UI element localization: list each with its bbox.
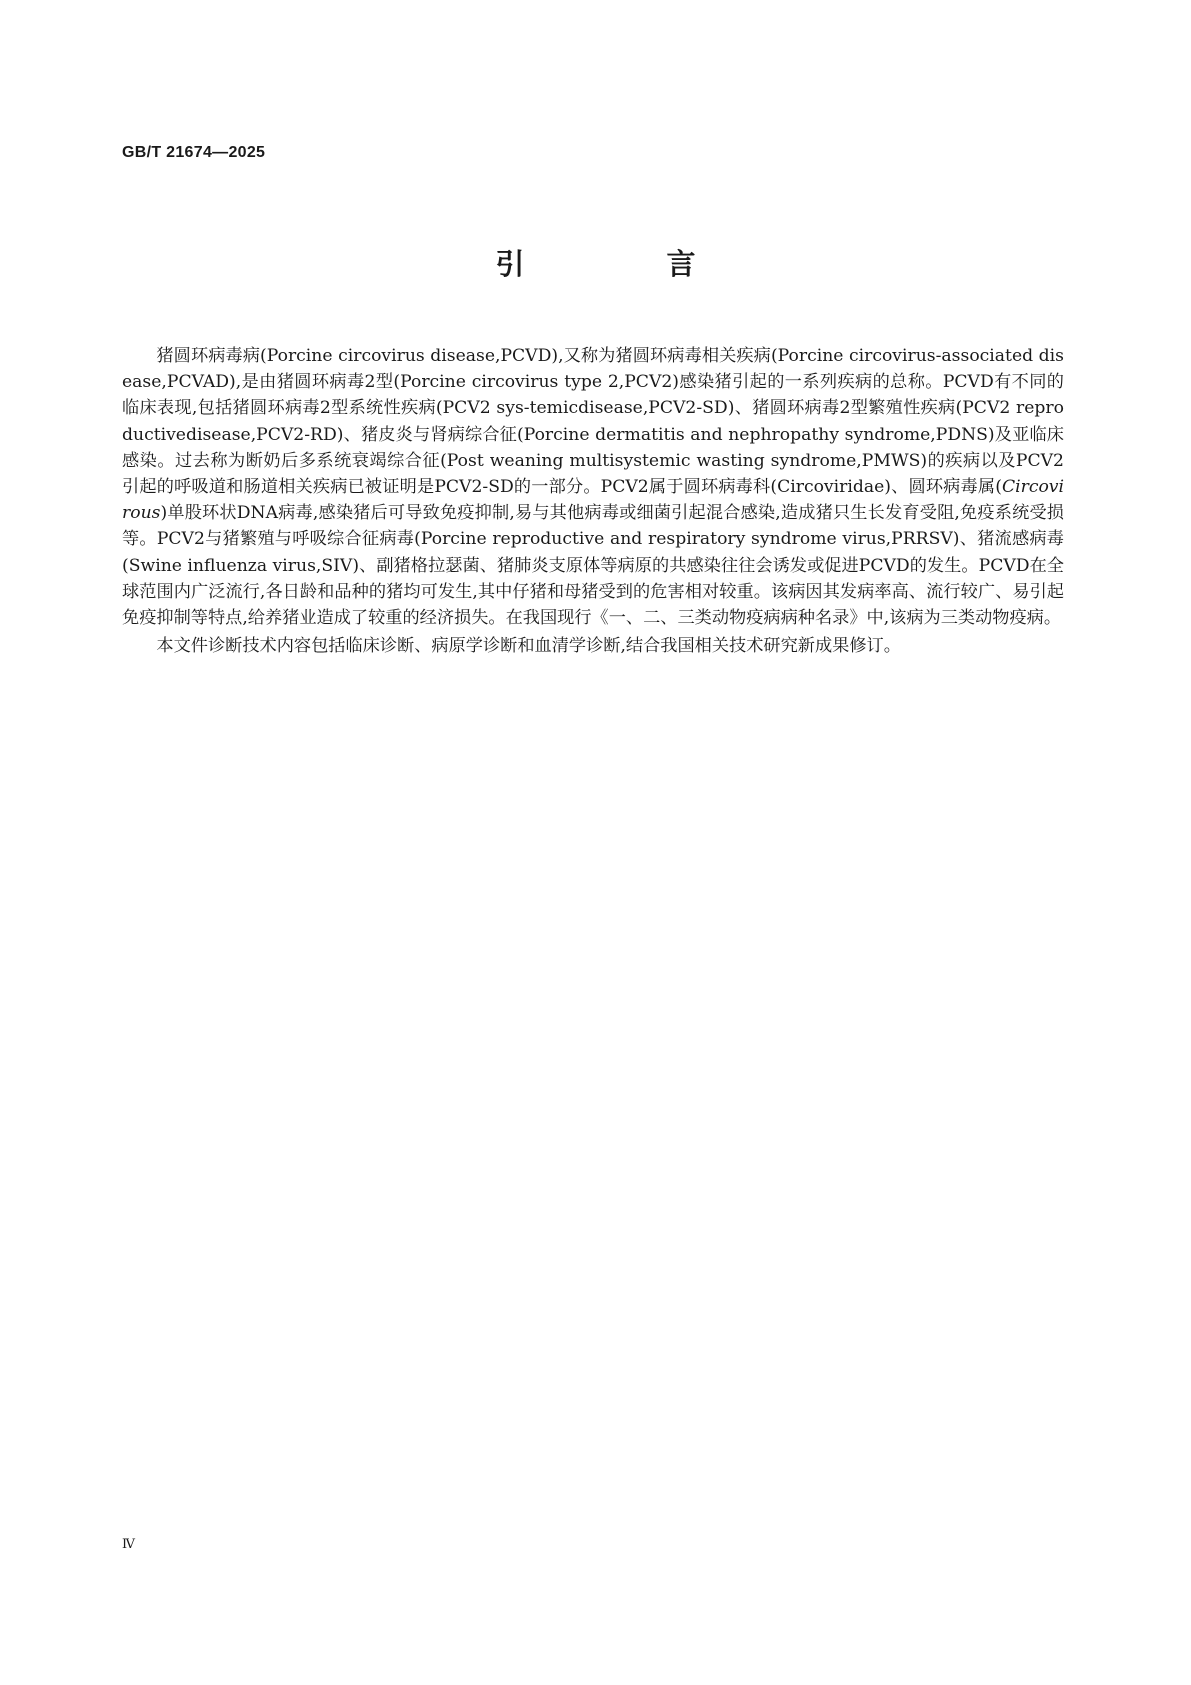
genus-name: Circovirous [122,477,1064,524]
paragraph-2: 本文件诊断技术内容包括临床诊断、病原学诊断和血清学诊断,结合我国相关技术研究新成果修订。 [156,636,901,657]
page-title: 引 言 [495,247,762,281]
introduction-body [122,343,1064,661]
page-number: Ⅳ [122,1536,135,1551]
paragraph-1 [122,343,1064,631]
paragraph-1-text-b: )单股环状DNA病毒,感染猪后可导致免疫抑制,易与其他病毒或细菌引起混合感染,造成猪只生长发育受阻,免疫系统受损等。PCV2与猪繁殖与呼吸综合征病毒(Porcine reproductive and respiratory syndrome virus,PRRSV)、猪流感病毒(Swine influenza virus,SIV)、副猪格拉瑟菌、猪肺炎支原体等病原的共感染往往会诱发或促进PCVD的发生。PCVD在全球范围内广泛流行,各日龄和品种的猪均可发生,其中仔猪和母猪受到的危害相对较重。该病因其发病率高、流行较广、易引起免疫抑制等特点,给养猪业造成了较重的经济损失。在我国现行《一、二、三类动物疫病病种名录》中,该病为三类动物疫病。 [122,503,1064,629]
document-code: GB/T 21674—2025 [122,144,266,161]
paragraph-1-text-a: 猪圆环病毒病(Porcine circovirus disease,PCVD),又称为猪圆环病毒相关疾病(Porcine circovirus-associated disease,PCVAD),是由猪圆环病毒2型(Porcine circovirus type 2,PCV2)感染猪引起的一系列疾病的总称。PCVD有不同的临床表现,包括猪圆环病毒2型系统性疾病(PCV2 sys-temicdisease,PCV2-SD)、猪圆环病毒2型繁殖性疾病(PCV2 reproductivedisease,PCV2-RD)、猪皮炎与肾病综合征(Porcine dermatitis and nephropathy syndrome,PDNS)及亚临床感染。过去称为断奶后多系统衰竭综合征(Post weaning multisystemic wasting syndrome,PMWS)的疾病以及PCV2引起的呼吸道和肠道相关疾病已被证明是PCV2-SD的一部分。PCV2属于圆环病毒科(Circoviridae)、圆环病毒属( [122,346,1064,498]
